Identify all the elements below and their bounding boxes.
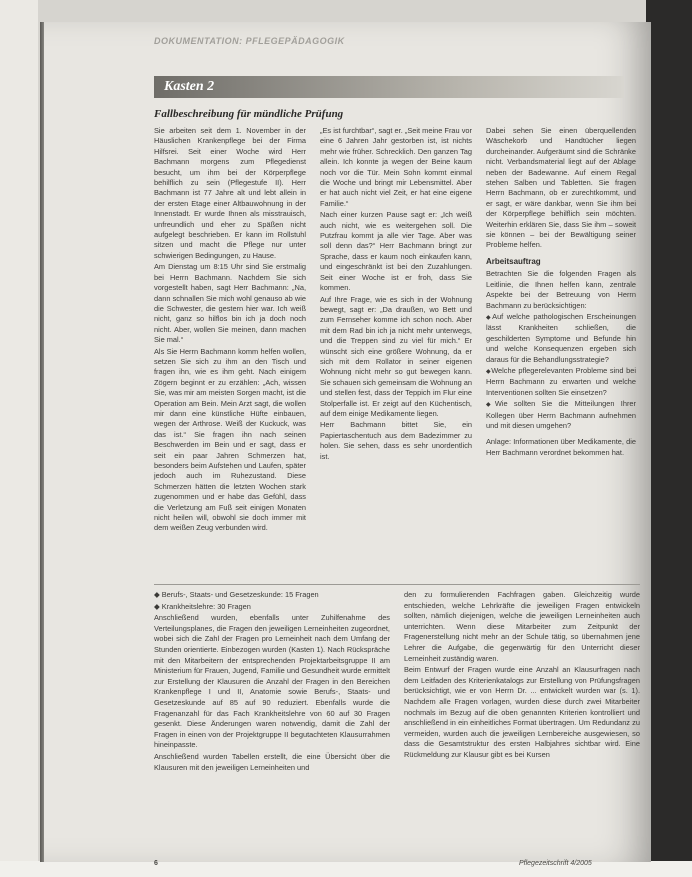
document-page (44, 22, 651, 867)
page-header: DOKUMENTATION: PFLEGEPÄDAGOGIK (154, 36, 345, 46)
text-column-3 (486, 126, 636, 459)
paragraph: Anschließend wurden, ebenfalls unter Zuhilfenahme des Verteilungsplanes, die Fragen den jeweiligen Lerneinheiten zugeordnet, wobei sich die Zahl der Fragen pro Lerneinheit nach dem Umfang der Stunden orientierte. Einbezogen wurden (Kasten 1). Nach Rückspräche mit den Mitarbeitern der entsprechenden Projektarbeitsgruppe II am Ministerium für Frauen, Jugend, Familie und Gesundheit wurde ermittelt zur Erstellung der Klausuren die Anzahl der Fragen in den Bereichen Krankenpflege I und II, Anatomie sowie Berufs-, Staats- und Gesetzeskunde auf 85 auf 90 reduziert. Ebenfalls wurde die Fragenanzahl für das Fach Krankheitslehre von 60 auf 30 Fragen gesenkt. Diese Änderungen waren notwendig, damit die Zahl der Fragen in einen von der Projektgruppe II begutachteten Klausurrahmen hineinpasste. (154, 613, 390, 750)
paragraph: „Es ist furchtbar“, sagt er. „Seit meine Frau vor eine 6 Jahren Jahr gestorben ist, ist nichts mehr wie früher. Schrecklich. Den ganzen Tag allein. Ich konnte ja wegen der Beine kaum noch vor die Tür. Mein Sohn kommt einmal die Woche und bringt mir Lebensmittel. Aber er hat auch nicht viel Zeit, er hat eine eigene Familie.“ (320, 126, 472, 208)
paragraph: Dabei sehen Sie einen überquellenden Wäschekorb und Handtücher liegen durcheinander. Aufgeräumt sind die Schränke nicht. Verbandsmaterial liegt auf der Ablage neben der Badewanne. Auf einem Regal stehen Salben und Tabletten. Sie fragen Herrn Bachmann, ob er zurechtkommt, und er sagt, er wäre dankbar, wenn Sie ihm bei der Körperpflege behilflich sein möchten. Weiterhin erklären Sie, dass Sie ihm – soweit sie können – bei der Bewältigung seiner Probleme helfen. (486, 126, 636, 250)
paragraph: Sie arbeiten seit dem 1. November in der Häuslichen Krankenpflege bei der Firma Hilfsrei. Seit einer Woche wird Herr Bachmann morgens zum Pflegedienst besucht, um ihm bei der Körperpflege behilflich zu sein (Pflegestufe II). Herr Bachmann ist 77 Jahre alt und lebt allein in der ersten Etage einer Altbauwohnung in der Innenstadt. Er wurde Ihnen als misstrauisch, unfreundlich und eher zu Späßen nicht aufgelegt beschrieben. Er kann im Rollstuhl sitzen und macht die Pflege nur unter schwierigen Bedingungen, zu Hause. (154, 126, 306, 260)
kasten-banner (154, 76, 624, 98)
list-item: ◆ Krankheitslehre: 30 Fragen (154, 601, 251, 611)
text-column-1 (154, 126, 306, 535)
paragraph: Herr Bachmann bittet Sie, ein Papiertaschentuch aus dem Badezimmer zu holen. Sie sehen, dass es sehr unordentlich ist. (320, 420, 472, 461)
list-item: ◆ Berufs-, Staats- und Gesetzeskunde: 15 Fragen (154, 590, 319, 599)
paragraph: Nach einer kurzen Pause sagt er: „Ich weiß auch nicht, wie es weitergehen soll. Die Putzfrau kommt ja alle vier Tage. Aber was soll denn das?“ Herr Bachmann bringt zur Sprache, dass er kaum noch einkaufen kann, und eingeschränkt ist bei den Zuzahlungen. Seit einer Woche ist er froh, dass Sie kommen. (320, 210, 472, 293)
bottom-column-left (154, 590, 390, 774)
scan-border-left (0, 0, 38, 877)
paragraph: Anschließend wurden Tabellen erstellt, die eine Übersicht über die Klausuren mit den jeweiligen Lerneinheiten und (154, 751, 390, 772)
bullet-item: ◆ Auf welche pathologischen Erscheinungen lässt Krankheiten schließen, die geschilderten Symptome und Befunde hin und welche Konsequenzen ergeben sich daraus für die Behandlungsstrategie? (486, 312, 636, 365)
bottom-column-right (404, 590, 640, 762)
paragraph: Am Dienstag um 8:15 Uhr sind Sie erstmalig bei Herrn Bachmann. Nachdem Sie sich vorgestellt haben, sagt Herr Bachmann: „Na, dann schnallen Sie mich wohl genauso ab wie die Schwester, die gestern hier war. Ich weiß nicht, ganz so hilflos bin ich ja doch noch nicht. Aber, wollen Sie meinen, dann machen Sie mal.“ (154, 262, 306, 345)
scan-border-right (646, 0, 692, 877)
case-subtitle: Fallbeschreibung für mündliche Prüfung (154, 108, 344, 120)
paragraph: Als Sie Herrn Bachmann komm helfen wollen, setzen Sie sich zu ihm an den Tisch und fragen ihn, wie es ihm geht. Nach einigem Zögern beginnt er zu erzählen: „Ach, wissen Sie, was mir am meisten Sorgen macht, ist die Operation am Bein. Mein Arzt sagt, die wollen mir dann eine künstliche Hüfte einbauen, wegen der Arthrose. Weiß der Kuckuck, was das ist.“ Sie fragen ihn nach seinen Beschwerden im Bein und er sagt, dass er seit ein paar Jahren Schmerzen hat, besonders beim Aufstehen und Laufen, später jedoch auch im Ruhezustand. Diese Schmerzen hätten die letzten Wochen stark zugenommen und er habe das Gefühl, dass die Verletzung am Fuß seit einigen Monaten nicht heilen will, obwohl sie doch immer mit dem weißen Zeug verbunden wird. (154, 346, 306, 533)
text-column-2 (320, 126, 472, 463)
section-heading: Arbeitsauftrag (486, 256, 541, 266)
paragraph: Anlage: Informationen über Medikamente, die Herr Bachmann verordnet bekommen hat. (486, 437, 636, 457)
page-number: 6 (154, 860, 158, 867)
paragraph: Beim Entwurf der Fragen wurde eine Anzahl an Klausurfragen nach dem Leitfaden des Kriterienkatalogs zur Erstellung von Prüfungsfragen berücksichtigt, wie er von Herrn Dr. ... entwickelt wurden war (s. 1). Nachdem alle Fragen vorlagen, wurden diese durch zwei Mitarbeiter nochmals im Bezug auf die oben genannten Kriterien kontrolliert und anschließend in ein einheitliches Format übertragen. Um Redundanz zu vermeiden, wurden auch die jeweiligen Lernbereiche ausgewiesen, so dass die Gesamtstruktur des ersten Halbjahres sichtbar wird. Eine Rückmeldung zur Klausur gibt es bei Kursen (404, 665, 640, 759)
bullet-item: ◆ Wie sollten Sie die Mitteilungen Ihrer Kollegen über Herrn Bachmann aufnehmen und mit diesen umgehen? (486, 399, 636, 431)
kasten-label: Kasten 2 (164, 79, 215, 94)
bullet-item: ◆ Welche pflegerelevanten Probleme sind bei Herrn Bachmann zu erwarten und welche Interventionen sollten Sie einsetzen? (486, 366, 636, 398)
paragraph: Auf Ihre Frage, wie es sich in der Wohnung bewegt, sagt er: „Da draußen, wo Bett und zum Fernseher komme ich schon noch. Aber mit dem Rad bin ich ja nicht mehr unterwegs, und die Treppen sind zu viel für mich.“ Er wünscht sich eine größere Wohnung, da er sich mit dem Rollator in seiner eigenen Wohnung nicht mehr so gut bewegen kann. Sie schauen sich gemeinsam die Wohnung an und stellen fest, dass der Teppich im Flur eine Stolperfalle ist. Er zeigt auf den Küchentisch, auf dem einige Medikamente liegen. (320, 294, 472, 418)
paragraph: den zu formulierenden Fachfragen gaben. Gleichzeitig wurde entschieden, welche Lehrkräfte die jeweiligen Fragen entwickeln sollten, nämlich diejenigen, welche die jeweiligen Lerneinheiten auch unterrichten. Wenn diese Mitarbeiter zum Zeitpunkt der Fragenerstellung nicht mehr an der Schule tätig, so übernahmen jene Lehrer die Aufgabe, die gegenwärtig für den Unterricht dieser Lerneinheit zuständig waren. (404, 590, 640, 663)
section-divider (154, 584, 640, 585)
paragraph: Betrachten Sie die folgenden Fragen als Leitlinie, die Ihnen helfen kann, zentrale Aspekte bei der Betreuung von Herrn Bachmann zu berücksichtigen: (486, 269, 636, 310)
journal-name: Pflegezeitschrift 4/2005 (519, 860, 592, 867)
